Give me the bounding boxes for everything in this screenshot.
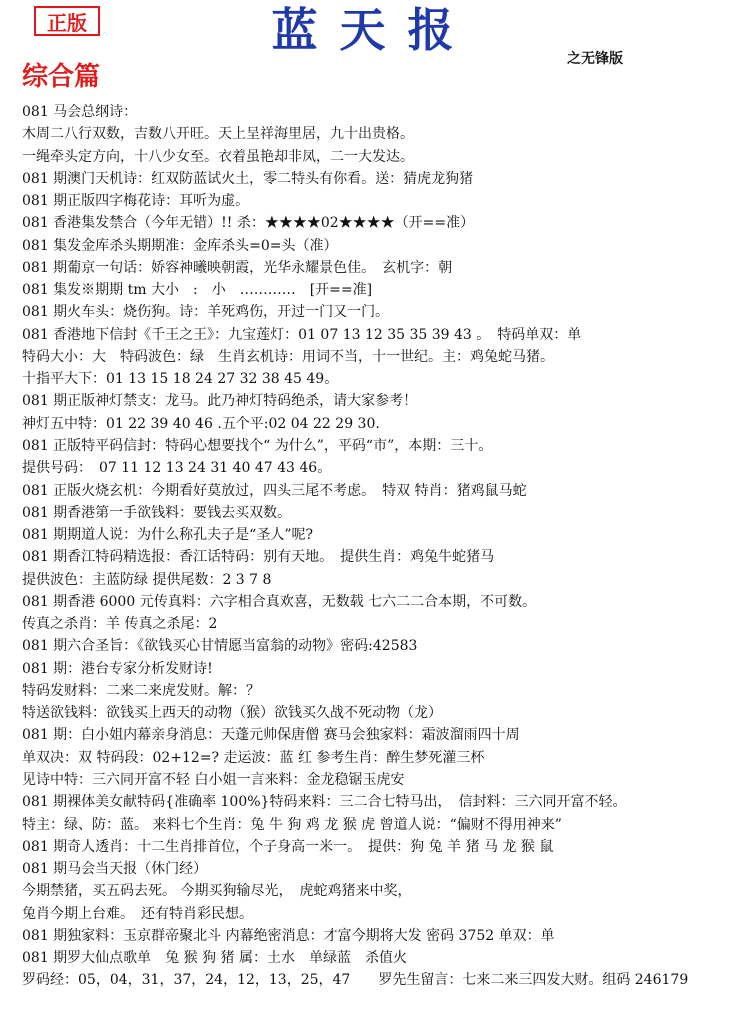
text-line: 今期禁猪，买五码去死。 今期买狗输尽光， 虎蛇鸡猪来中奖，	[22, 883, 412, 900]
text-line: 081 期正版神灯禁支：龙马。此乃神灯特码绝杀，请大家参考！	[22, 393, 418, 410]
text-line: 081 期罗大仙点歌单 兔 猴 狗 猪 属：土水 单绿蓝 杀值火	[22, 950, 407, 967]
text-line: 081 期香港第一手欲钱料：要钱去买双数。	[22, 504, 292, 521]
text-line: 081 期六合圣旨：《欲钱买心甘情愿当富翁的动物》密码:42583	[22, 638, 418, 655]
text-line: 神灯五中特：01 22 39 40 46 .五个平:02 04 22 29 30.	[22, 415, 380, 432]
section-title: 综合篇	[22, 62, 101, 92]
text-line: 081 期澳门天机诗：红双防蓝试火土，零二特头有你看。送：猜虎龙狗猪	[22, 170, 474, 187]
edition-label: 之无锋版	[567, 51, 623, 67]
newspaper-title: 蓝天报	[271, 3, 476, 57]
text-line: 传真之杀肖：羊 传真之杀尾：2	[22, 616, 218, 633]
text-line: 081 香港集发禁合（今年无错）!! 杀：★★★★02★★★★（开==准）	[22, 215, 475, 232]
text-line: 罗码经：05，04，31，37，24，12，13，25，47 罗先生留言：七来二来三四发大财。组码 246179	[22, 972, 689, 989]
text-line: 081 期香江特码精选报：香江话特码：别有天地。 提供生肖：鸡兔牛蛇猪马	[22, 549, 495, 566]
text-line: 081 期：白小姐内幕亲身消息：天蓬元帅保唐僧 赛马会独家料：霜波溜雨四十周	[22, 727, 520, 744]
text-line: 081 期正版四字梅花诗：耳听为虚。	[22, 193, 250, 210]
text-line: 提供号码： 07 11 12 13 24 31 40 47 43 46。	[22, 460, 332, 477]
text-line: 特主：绿、防：蓝。 来料七个生肖：兔 牛 狗 鸡 龙 猴 虎 曾道人说：“偏财不得用神来”	[22, 816, 562, 833]
text-line: 081 正版特平码信封：特码心想要找个“ 为什么”，平码“市”，本期：三十。	[22, 437, 493, 454]
authentic-badge: 正版	[34, 6, 100, 36]
text-line: 081 集发金库杀头期期准：金库杀头=0=头（准）	[22, 237, 338, 254]
text-line: 081 期香港 6000 元传真料：六字相合真欢喜，无数载 七六二二合本期，不可数。	[22, 593, 537, 610]
text-line: 见诗中特：三六同开富不轻 白小姐一言来料：金龙稳锯玉虎安	[22, 771, 405, 788]
text-line: 081 期奇人透肖：十二生肖排首位，个子身高一米一。 提供：狗 兔 羊 猪 马 龙 猴 鼠	[22, 838, 554, 855]
text-line: 081 集发※期期 tm 大小 : 小 ………… [开==准]	[22, 282, 373, 299]
text-line: 提供波色：主蓝防绿 提供尾数：2 3 7 8	[22, 571, 272, 588]
text-line: 特码大小：大 特码波色：绿 生肖玄机诗：用词不当，十一世纪。主：鸡兔蛇马猪。	[22, 348, 554, 365]
text-line: 081 期裸体美女献特码{准确率 100%}特码来料：三二合七特马出， 信封料：三六同开富不轻。	[22, 794, 627, 811]
text-line: 特码发财料：二来二来虎发财。解：？	[22, 682, 260, 699]
text-line: 081 期期道人说：为什么称孔夫子是“圣人”呢?	[22, 527, 313, 544]
text-line: 一绳牵头定方向，十八少女至。衣着虽艳却非凤，二一大发达。	[22, 148, 414, 165]
text-line: 十指平大下：01 13 15 18 24 27 32 38 45 49。	[22, 371, 339, 388]
text-line: 081 期马会当天报（休门经）	[22, 861, 208, 878]
text-line: 081 期葡京一句话：娇容神曦映朝霞，光华永耀景色佳。 玄机字：朝	[22, 259, 453, 276]
text-line: 081 香港地下信封《千王之王》：九宝莲灯：01 07 13 12 35 35 39 43 。 特码单双：单	[22, 326, 582, 343]
text-line: 081 期：港台专家分析发财诗!	[22, 660, 213, 677]
text-line: 特送欲钱料：欲钱买上西天的动物（猴）欲钱买久战不死动物（龙）	[22, 705, 442, 722]
text-line: 081 正版火烧玄机：今期看好莫放过，四头三尾不考虑。 特双 特肖：猪鸡鼠马蛇	[22, 482, 527, 499]
text-line: 081 马会总纲诗：	[22, 104, 138, 120]
text-line: 兔肖今期上台难。 还有特肖彩民想。	[22, 905, 253, 922]
article-body	[22, 101, 740, 992]
text-line: 单双决：双 特码段：02+12=? 走运波：蓝 红 参考生肖：醉生梦死灌三杯	[22, 749, 485, 766]
text-line: 081 期独家料：玉京群帝聚北斗 内幕绝密消息：才富今期将大发 密码 3752 单双：单	[22, 927, 555, 944]
text-line: 081 期火车头：烧伤狗。诗：羊死鸡伤，开过一门又一门。	[22, 304, 390, 321]
text-line: 木周二八行双数，吉数八开旺。天上呈祥海里居，九十出贵格。	[22, 126, 414, 143]
